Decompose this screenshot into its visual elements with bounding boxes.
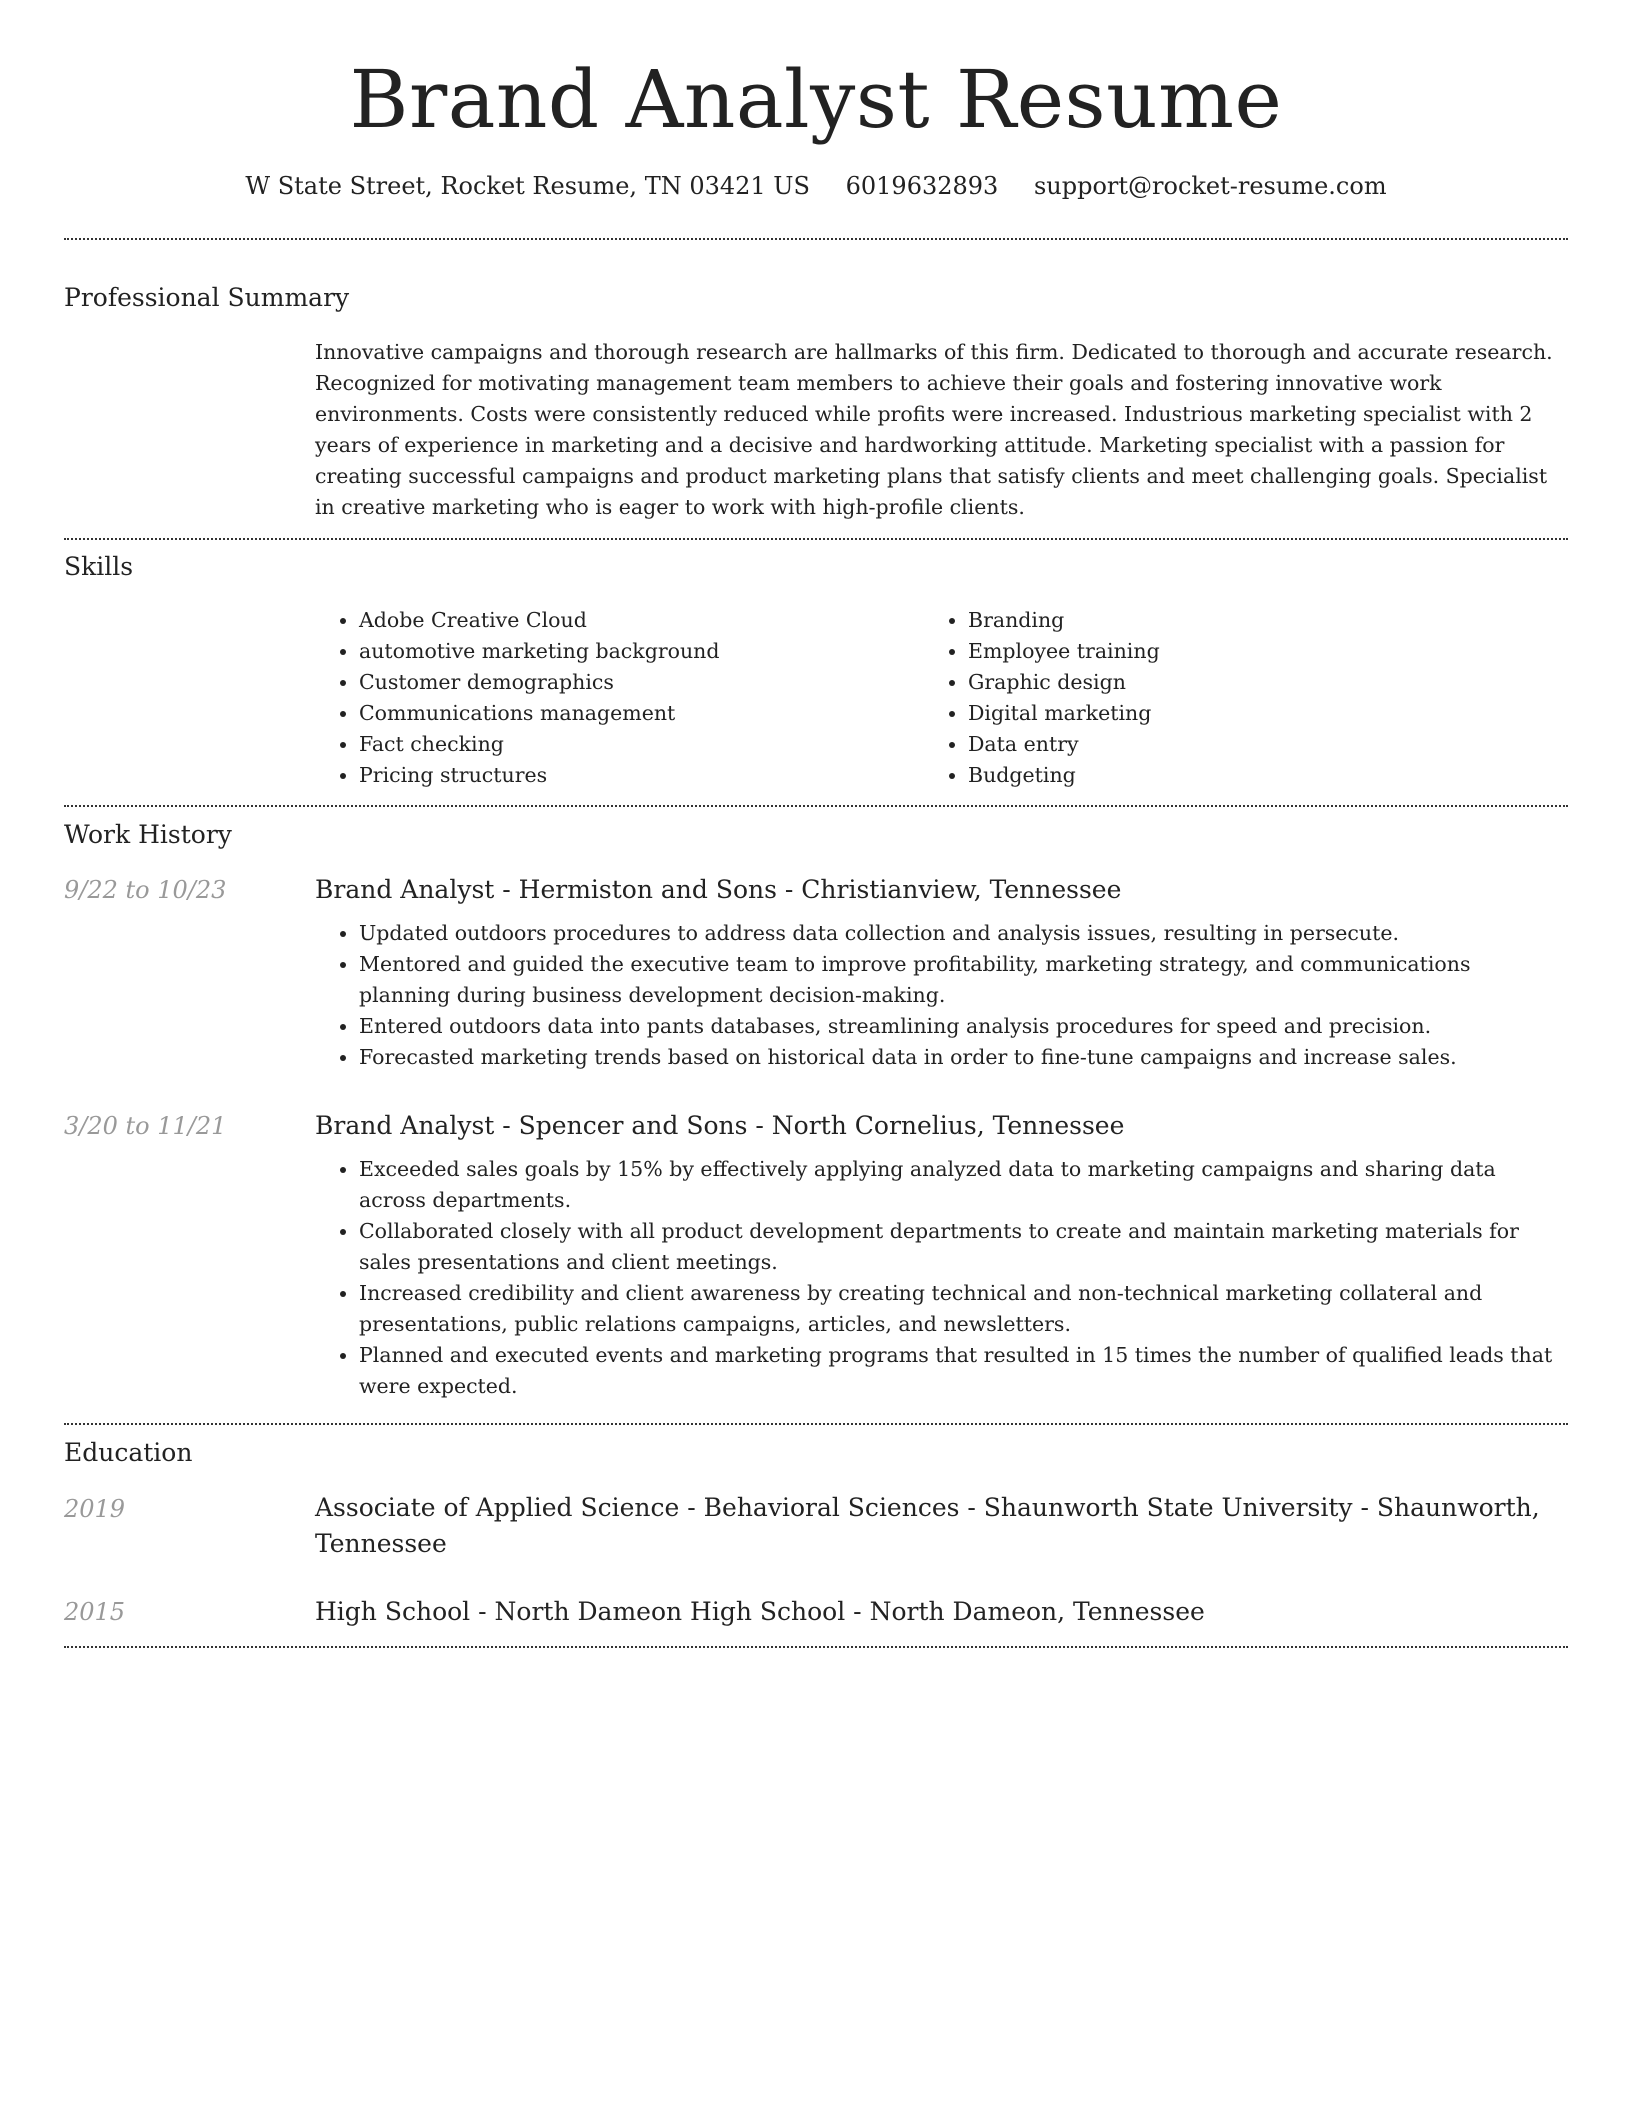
skill-item: • Digital marketing — [968, 698, 1524, 729]
skill-item: • Employee training — [968, 636, 1524, 667]
summary-section — [315, 337, 1568, 523]
skill-item: • Communications management — [359, 698, 915, 729]
resume-title: Brand Analyst Resume — [349, 53, 1283, 146]
job-bullet: • Increased credibility and client awareness by creating technical and non-technical marketing collateral and presentations, public relations campaigns, articles, and newsletters. — [359, 1278, 1568, 1340]
divider — [64, 805, 1568, 807]
education-heading: Education — [64, 1438, 193, 1467]
skill-item: • Pricing structures — [359, 760, 915, 791]
education-year: 2019 — [64, 1495, 126, 1523]
degree-details: - Behavioral Sciences - Shaunworth State University - Shaunworth, Tennessee — [315, 1493, 1540, 1558]
contact-line — [64, 170, 1568, 202]
divider — [64, 1423, 1568, 1425]
contact-address: W State Street, Rocket Resume, TN 03421 US — [245, 172, 810, 200]
job-dates: 3/20 to 11/21 — [64, 1112, 227, 1140]
skills-section — [315, 605, 1568, 795]
skill-item: • Fact checking — [359, 729, 915, 760]
skill-item: • Graphic design — [968, 667, 1524, 698]
job-entry — [315, 872, 1568, 1073]
skill-item: • Branding — [968, 605, 1524, 636]
skill-item: • Adobe Creative Cloud — [359, 605, 915, 636]
skills-heading: Skills — [64, 552, 134, 581]
degree-name: Associate of Applied Science — [315, 1493, 680, 1522]
job-bullet: • Entered outdoors data into pants databases, streamlining analysis procedures for speed and precision. — [359, 1011, 1568, 1042]
skills-column-right — [924, 605, 1524, 791]
skill-item: • Budgeting — [968, 760, 1524, 791]
job-bullet: • Mentored and guided the executive team to improve profitability, marketing strategy, and communications planning during business development decision-making. — [359, 949, 1568, 1011]
work-heading: Work History — [64, 820, 232, 849]
degree-name: High School — [315, 1597, 471, 1626]
contact-phone: 6019632893 — [845, 172, 999, 200]
divider — [64, 238, 1568, 240]
degree-details: - North Dameon High School - North Dameon, Tennessee — [470, 1597, 1205, 1626]
summary-heading: Professional Summary — [64, 283, 350, 312]
skill-item: • Customer demographics — [359, 667, 915, 698]
job-dates: 9/22 to 10/23 — [64, 876, 227, 904]
job-bullet: • Updated outdoors procedures to address data collection and analysis issues, resulting in persecute. — [359, 918, 1568, 949]
education-heading-line — [315, 1594, 1568, 1630]
divider — [64, 538, 1568, 540]
education-entry — [315, 1594, 1568, 1630]
summary-text: Innovative campaigns and thorough research are hallmarks of this firm. Dedicated to thorough and accurate research. Recognized for motivating management team members to achieve their goals and fostering innovative work environments. Costs were consistently reduced while profits were increased. Industrious marketing specialist with 2 years of experience in marketing and a decisive and hardworking attitude. Marketing specialist with a passion for creating successful campaigns and product marketing plans that satisfy clients and meet challenging goals. Specialist in creative marketing who is eager to work with high-profile clients. — [315, 340, 1553, 519]
job-bullet: • Forecasted marketing trends based on historical data in order to fine-tune campaigns and increase sales. — [359, 1042, 1568, 1073]
skills-column-left — [315, 605, 915, 791]
skill-item: • Data entry — [968, 729, 1524, 760]
contact-email: support@rocket-resume.com — [1033, 172, 1387, 200]
job-bullet: • Collaborated closely with all product development departments to create and maintain marketing materials for sales presentations and client meetings. — [359, 1216, 1568, 1278]
job-entry — [315, 1108, 1568, 1402]
divider — [64, 1646, 1568, 1648]
job-bullet: • Planned and executed events and marketing programs that resulted in 15 times the number of qualified leads that were expected. — [359, 1340, 1568, 1402]
skill-item: • automotive marketing background — [359, 636, 915, 667]
job-bullet: • Exceeded sales goals by 15% by effectively applying analyzed data to marketing campaigns and sharing data across departments. — [359, 1154, 1568, 1216]
education-year: 2015 — [64, 1598, 126, 1626]
job-heading: Brand Analyst - Spencer and Sons - North Cornelius, Tennessee — [315, 1111, 1125, 1140]
education-heading-line — [315, 1490, 1568, 1562]
education-entry — [315, 1490, 1568, 1562]
job-heading: Brand Analyst - Hermiston and Sons - Christianview, Tennessee — [315, 875, 1122, 904]
